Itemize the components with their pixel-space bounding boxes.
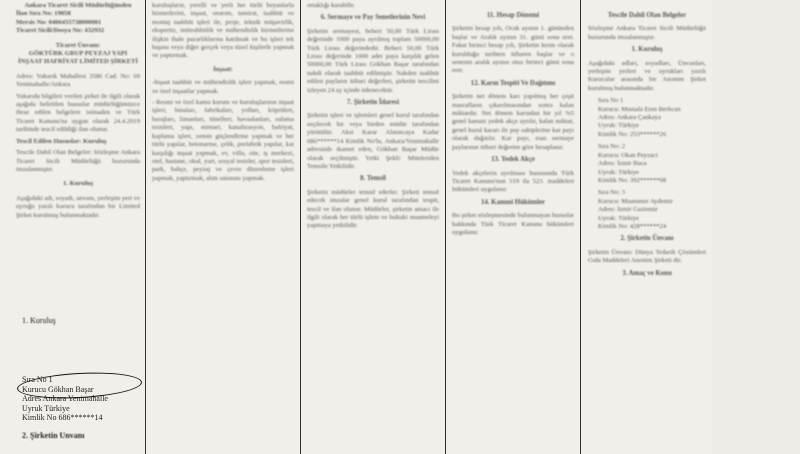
- kar-text: Şirketin net dönem karı yapılmış her çeşit masrafların çıkarılmasından sonra kalan miktardır. Net dönem karından bir yıl %5 genel kanuni yedek akçe ayrılır, kalan miktar, genel kurul kararı ile pay sahiplerine kar payı olarak dağıtılır. Kar payı, esas sermaye paylarının itibari değerine göre hesaplanır.: [452, 93, 574, 151]
- hesap-text: Şirketin hesap yılı, Ocak ayının 1. gününden başlar ve Aralık ayının 31. günü sona erer. Fakat birinci hesap yılı, Şirketin kesin olarak kurulduğu tarihten itibaren başlar ve o senenin aralık ayının otuz birinci günü sona erer.: [452, 25, 574, 75]
- insaat-heading: İnşaat:: [213, 65, 233, 73]
- kanuni-heading: 14. Kanuni Hükümler: [480, 198, 546, 206]
- tescil-belgeler: Tescile Dahil Olan Belgeler: Sözleşme Ankara Ticaret Sicili Müdürlüğü huzurunda imzalanmıştır.: [16, 149, 140, 173]
- founder-2-address: Adres: İzmir Buca: [598, 160, 647, 168]
- column-divider: [145, 0, 146, 454]
- column-divider: [445, 0, 446, 454]
- founder-1-sira: Sıra No 1: [598, 97, 624, 105]
- column-divider: [300, 0, 301, 454]
- announcement-paragraph: Yukarıda bilgileri verilen şirket ile ilgili olarak aşağıda belirtilen hususlar müdürlüğümüzce ibraz edilen belgelere istinaden ve Türk Ticaret Kanunu'na uygun olarak 24.4.2019 tarihinde tescil edildiği ilan olunur.: [16, 92, 140, 134]
- sermaye-heading: 6. Sermaye ve Pay Senetlerinin Nevi: [320, 14, 426, 22]
- sermaye-text: Şirketin sermayesi, beheri 50,00 Türk Lirası değerinde 1000 paya ayrılmış toplam 50000,00 Türk Lirası değerindedir. Beheri 50,00 Türk Lirası değerinde 1000 adet paya karşılık gelen 50000,00 Türk Lirası Gökhan Başar tarafından nakdi olarak taahhüt edilmiştir. Nakden taahhüt edilen payların itibari değerleri, şirketin tescilini izleyen 24 ay içinde ödenecektir.: [307, 27, 439, 94]
- founder-3-id: Kimlik No: 428******24: [598, 222, 667, 230]
- sicil-no: Ticaret Sicili/Dosya No: 432932: [16, 27, 105, 35]
- kurulus-text: Aşağıdaki adı, soyadı, unvanı, yerleşim yeri ve uyruğu yazılı kurucu tarafından bir Limited Şirket kurulmuş bulunmaktadır.: [16, 194, 140, 219]
- founder-1-address: Adres: Ankara Çankaya: [598, 114, 661, 122]
- founder-3-address: Adres: İzmir Gaziemir: [598, 206, 658, 214]
- next-section-heading: 2. Şirketin Unvanı: [22, 430, 85, 440]
- founder-nationality: Uyruk Türkiye: [22, 403, 70, 413]
- amac-heading: 3. Amaç ve Konu: [622, 269, 672, 277]
- idare-heading: 7. Şirketin İdaresi: [346, 99, 400, 107]
- tescil-label: Tescil Edilen Hususlar: Kuruluş: [16, 137, 107, 145]
- founder-name: Kurucu Gökhan Başar: [22, 384, 94, 394]
- unvan-heading-5: 2. Şirketin Ünvanı: [620, 235, 674, 243]
- column-5: [588, 0, 706, 454]
- company-address: Adres: Yukarık Mahallesi 3586 Cad. No: 69 Yenimahalle/Ankara: [16, 72, 140, 89]
- kar-heading: 12. Karın Tespiti Ve Dağıtımı: [470, 79, 556, 87]
- kurulus-heading-5: 1. Kuruluş: [631, 46, 663, 54]
- insaat-text: -İnşaat taahhüt ve mühendislik işleri yapmak, resmi ve özel inşaatlar yapmak.: [152, 79, 294, 95]
- column-3: [307, 0, 439, 454]
- unvan-text-5: Şirketin Ünvanı: Dünya Tedarik Çözümleri Gıda Maddeleri Anonim Şirketi dir.: [588, 248, 706, 265]
- founder-3-sira: Sıra No: 3: [598, 189, 626, 197]
- temsil-heading: 8. Temsil: [360, 175, 386, 183]
- idare-text: Şirketin işleri ve işlemleri genel kurul tarafından seçilecek bir veya birden müdür tarafından yürütülür. Aksi Karar Alınıncaya Kadar 686******14 Kimlik No'lu, Ankara/Yenimahalle adresinde ikamet eden, Gökhan Başar Müdür olarak seçilmiştir. Yetki Şekli: Münferiden Temsile Yetkilidir.: [307, 112, 439, 170]
- company-title: GÖKTÜRK GRUP PEYZAJ YAPI İNŞAAT HAFRİYAT LİMİTED ŞİRKETİ: [17, 50, 138, 66]
- mersis-no: Mersis No: 0406455738000001: [16, 18, 102, 26]
- col3-text-1: ortaklığı kurabilir.: [307, 2, 355, 9]
- founder-address: Adres Ankara Yenimahalle: [22, 394, 108, 404]
- kurulus-text-5: Aşağıdaki adları, soyadları, Ünvanları, yerleşim yerleri ve uyrukları yazılı Kurucular arasında bir Anonim Şirket kurulmuş bulunmaktadır.: [588, 59, 706, 92]
- founder-1-name: Kurucu: Mustafa Eren Berkcan: [598, 105, 681, 113]
- founder-2-nationality: Uyruk: Türkiye: [598, 168, 640, 176]
- founder-1-nationality: Uyruk: Türkiye: [598, 122, 640, 130]
- registry-header: Ankara Ticaret Sicili Müdürlüğünden: [24, 2, 132, 9]
- founder-3: [588, 189, 706, 231]
- col2-text-2: - Resmi ve özel kamu kurum ve kuruluşlarının inşaat işleri, binaları, fabrikaları, yolları, köprüleri, barajları, limanları, tünelleri, havaalanları, sulama tesisleri, yapı, mimari, kanalizasyon, hafriyat, kaplama işleri, zemin güçlendirme yapmak ve her türlü yapılar, betonarme, çelik, prefabrik yapılar, kat karşılığı inşaat yapmak, ev, villa, site, iş merkezi, otel, hastane, okul, yurt, sosyal tesisler, spor tesisleri, park, bahçe, peyzaj ve çevre düzenleme işleri yapmak, yaptırmak, alım satımını yapmak.: [152, 99, 294, 182]
- founder-3-name: Kurucu: Muammer Aydemir: [598, 197, 673, 205]
- founder-2-id: Kimlik No: 392******08: [598, 176, 667, 184]
- tescil-belge-text: Sözleşme Ankara Ticaret Sicili Müdürlüğü huzurunda imzalanmıştır.: [588, 25, 706, 41]
- column-4: [452, 0, 574, 454]
- yedek-text: Yedek akçelerin ayrılması hususunda Türk Ticaret Kanunu'nun 519 ila 523. maddeleri hükümleri uygulanır.: [452, 169, 574, 194]
- founder-id: Kimlik No 686******14: [22, 413, 103, 423]
- kurulus-heading-clear: 1. Kuruluş: [22, 316, 56, 325]
- founder-sira: Sıra No 1: [22, 375, 53, 384]
- founder-1: [588, 97, 706, 139]
- kurulus-heading: 1. Kuruluş: [62, 180, 94, 188]
- yedek-heading: 13. Yedek Akçe: [491, 156, 535, 164]
- founder-2-sira: Sıra No: 2: [598, 143, 626, 151]
- col2-text-1: kuruluşların, yerelli ve yerli her türlü beyanlarla hizmetlerini, inşaat, onarım, tamirat, taahhüt ve montaj taahhüt işleri ile, proje, teknik müşavirlik, ekspertiz, müteahhitlik ve mühendislik hizmetlerine ilişkin ihale pazarlıklarına katılmak ve bu işleri tek başına veya diğer gerçek veya tüzel kişilerle yapmak ve yaptırmak.: [152, 2, 294, 60]
- column-2: [152, 0, 294, 454]
- temsil-text: Şirketin müdürler temsil ederler. Şirketi temsil edecek imzalar genel kurul tarafından tespit, tescil ve ilan olunur. Müdürler, şirketin amacı ile ilgili olarak her türlü işlem ve hukuki muameleyi yapmaya yetkilidir.: [307, 188, 439, 230]
- kanuni-text: Bu şirket sözleşmesinde bulunmayan hususlar hakkında Türk Ticaret Kanunu hükümleri uygulanır.: [452, 212, 574, 236]
- tescil-belge-heading: Tescile Dahil Olan Belgeler: [607, 12, 687, 19]
- unvan-label: Ticaret Ünvanı:: [55, 41, 101, 49]
- founder-2-name: Kurucu: Okan Peyzaci: [598, 151, 658, 159]
- founder-2: [588, 143, 706, 185]
- founder-1-id: Kimlik No: 253******26: [598, 130, 667, 138]
- founder-block: [22, 316, 140, 326]
- founder-3-nationality: Uyruk: Türkiye: [598, 214, 640, 222]
- page-right-margin: [712, 0, 800, 454]
- ilan-sira-no: İlan Sıra No: 19058: [16, 10, 71, 18]
- hesap-heading: 11. Hesap Dönemi: [486, 12, 540, 19]
- column-divider: [580, 0, 581, 454]
